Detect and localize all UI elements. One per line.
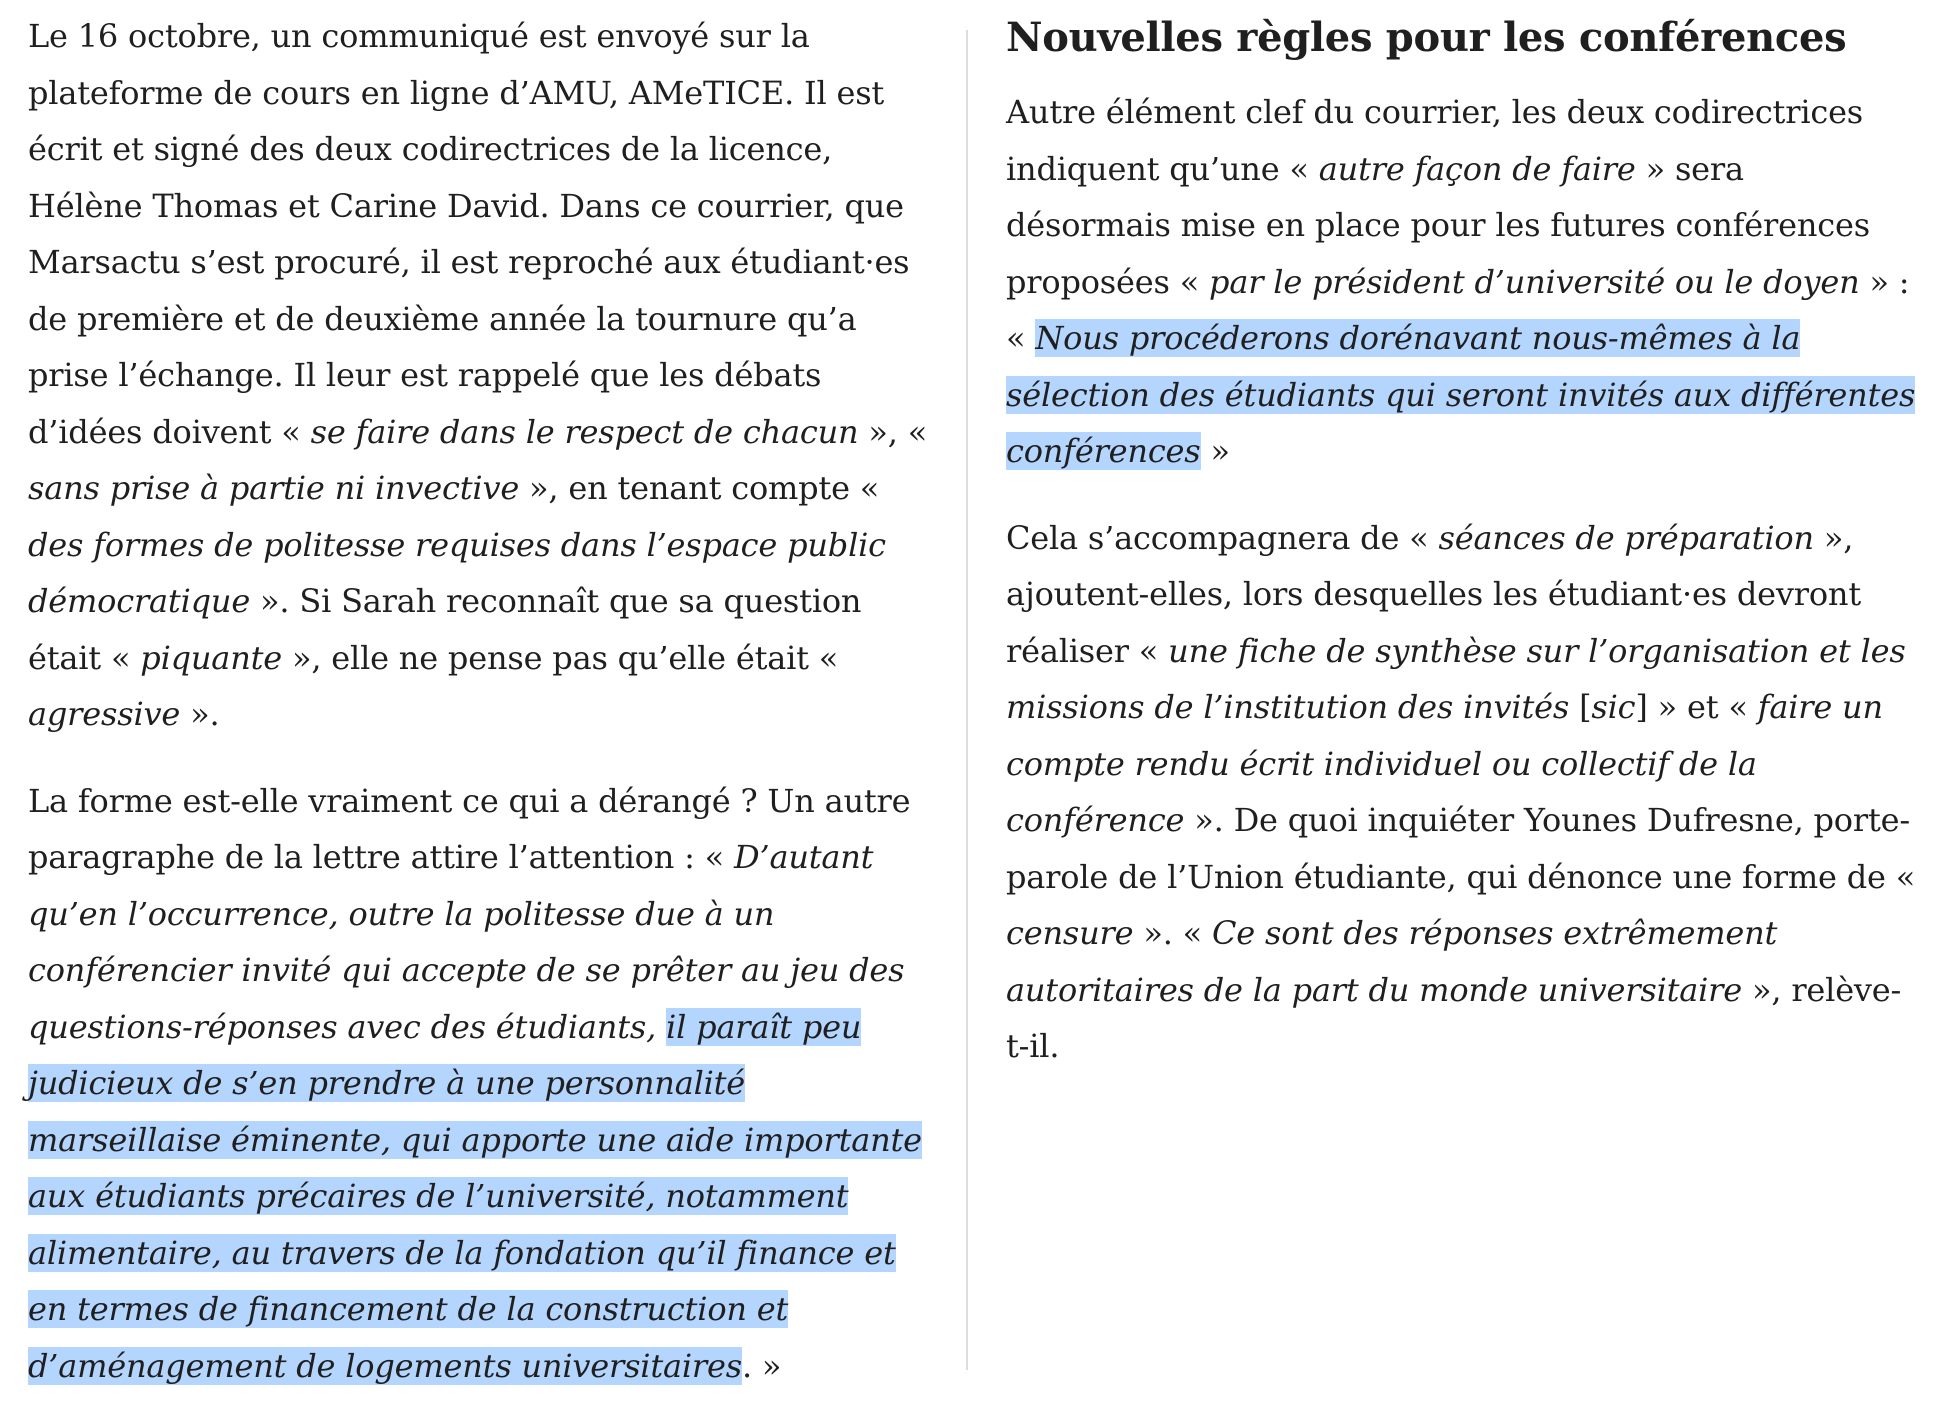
text-span: ». Si Sarah reconnaît que sa question était « (28, 582, 862, 677)
quote-span: sans prise à partie ni invective (28, 469, 520, 507)
quote-span: Ce sont des réponses extrêmement autoritaires de la part du monde universitaire (1006, 914, 1778, 1009)
quote-span: faire un compte rendu écrit individuel ou collectif de la conférence (1006, 688, 1883, 839)
quote-span: sic (1591, 688, 1636, 726)
quote-span: autre façon de faire (1318, 149, 1636, 188)
text-span: [ (1569, 688, 1592, 726)
text-span: » sera désormais mise en place pour les futures conférences proposées « (1006, 149, 1870, 301)
text-span: », « (858, 412, 928, 451)
quote-span: Nous procéderons dorénavant nous-mêmes à la sélection des étudiants qui seront invités aux différentes conférences (1006, 319, 1916, 470)
quote-span: censure (1006, 914, 1134, 952)
text-span: » : « (1006, 262, 1910, 357)
left-column (28, 8, 938, 1424)
text-span: Le 16 octobre, un communiqué est envoyé sur la plateforme de cours en ligne d’AMU, AMeTICE. Il est écrit et signé des deux codirectrices de la licence, Hélène Thomas et Carine David. Dans ce courrier, que Marsactu s’est procuré, il est reproché aux étudiant·es de première et de deuxième année la tournure qu’a prise l’échange. Il leur est rappelé que les débats d’idées doivent « (28, 17, 910, 451)
text-span: » (1200, 432, 1230, 470)
text-span: », elle ne pense pas qu’elle était « (282, 638, 839, 677)
right-column (1006, 8, 1918, 1105)
quote-span: séances de préparation (1438, 518, 1814, 557)
paragraph-letter-quote (28, 773, 938, 1395)
paragraph-communique (28, 8, 938, 743)
paragraph-new-rules (1006, 84, 1918, 480)
text-span: », relève-t-il. (1006, 970, 1902, 1065)
text-span: . » (741, 1346, 782, 1385)
text-span: ». (180, 695, 220, 733)
quote-span: D’autant qu’en l’occurrence, outre la politesse due à un conférencier invité qui accepte de se prêter au jeu des questions-réponses avec des étudiants, (28, 838, 905, 1046)
text-span: Autre élément clef du courrier, les deux codirectrices indiquent qu’une « (1006, 93, 1864, 188)
text-span: », ajoutent-elles, lors desquelles les étudiant·es devront réaliser « (1006, 518, 1862, 670)
text-span: ». « (1133, 914, 1212, 952)
quote-span: par le président d’université ou le doyen (1209, 262, 1860, 301)
text-span: ] » et « (1635, 688, 1758, 726)
quote-span: agressive (28, 695, 181, 733)
quote-span: une fiche de synthèse sur l’organisation et les missions de l’institution des invités (1006, 631, 1906, 726)
text-span: Cela s’accompagnera de « (1006, 518, 1439, 557)
text-span: La forme est-elle vraiment ce qui a dérangé ? Un autre paragraphe de la lettre attire l’attention : « (28, 781, 911, 876)
section-heading: Nouvelles règles pour les conférences (1006, 14, 1847, 61)
text-span: ». De quoi inquiéter Younes Dufresne, porte-parole de l’Union étudiante, qui dénonce une forme de « (1006, 801, 1916, 896)
text-span: », en tenant compte « (519, 469, 880, 507)
quote-span: piquante (140, 638, 282, 677)
quote-span: des formes de politesse requises dans l’espace public démocratique (28, 525, 886, 620)
quote-span: il paraît peu judicieux de s’en prendre à une personnalité marseillaise éminente, qui apporte une aide importante aux étudiants précaires de l’université, notamment alimentaire, au travers de la fondation qu’il finance et en termes de financement de la construction et d’aménagement de logements universitaires (28, 1007, 922, 1385)
column-divider (966, 30, 968, 1370)
quote-span: se faire dans le respect de chacun (310, 412, 859, 451)
highlighted-selection[interactable] (28, 1008, 922, 1385)
highlighted-selection[interactable] (1006, 319, 1915, 470)
paragraph-preparation (1006, 510, 1918, 1075)
